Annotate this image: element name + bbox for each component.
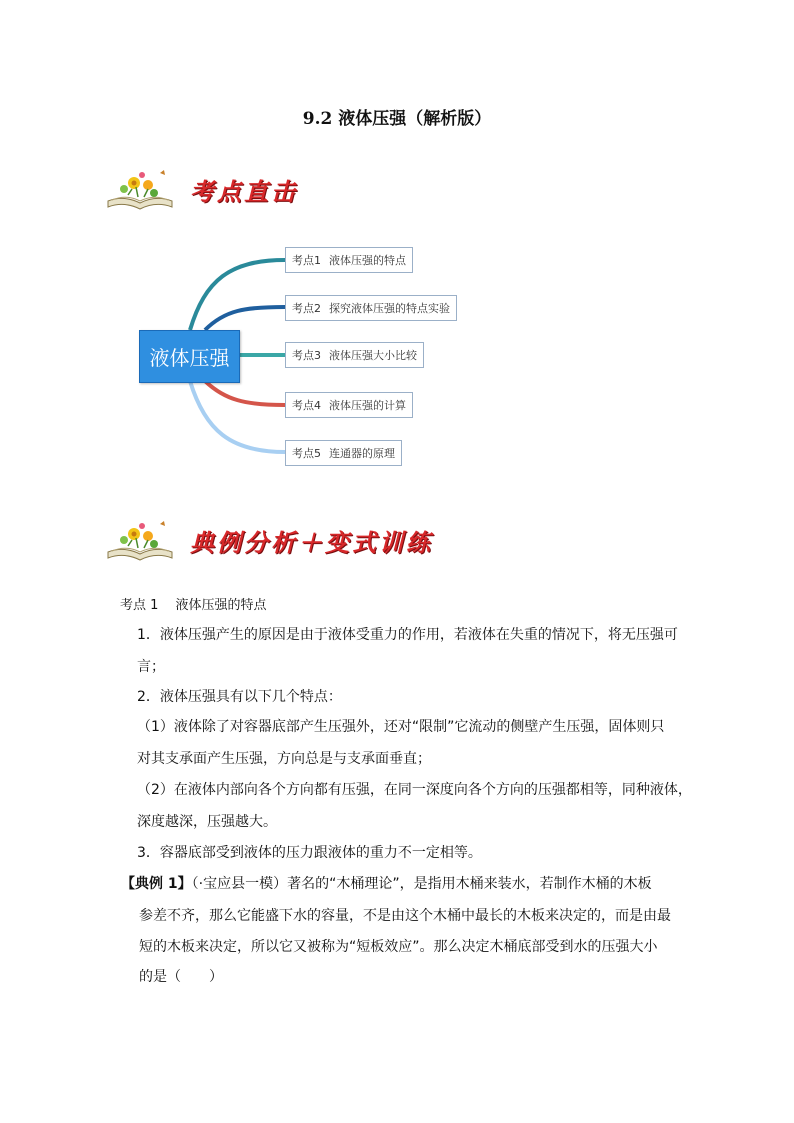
topic-heading: 考点 1 液体压强的特点 [120,598,267,613]
paragraph-line: 言； [137,659,165,675]
banner-title-examples: 典例分析＋变式训练 [190,527,433,557]
example-line: 的是（ ） [139,969,223,985]
example-text: （·宝应县一模）著名的“木桶理论”，是指用木桶来装水，若制作木桶的木板 [191,876,652,892]
mindmap-node-label: 探究液体压强的特点实验 [329,302,450,315]
example-line: 参差不齐，那么它能盛下水的容量，不是由这个木桶中最长的木板来决定的，而是由最 [139,908,671,924]
paragraph-line: 3．容器底部受到液体的压力跟液体的重力不一定相等。 [137,845,482,861]
paragraph-line: 1．液体压强产生的原因是由于液体受重力的作用，若液体在失重的情况下，将无压强可 [137,627,678,643]
mindmap-node-label: 液体压强大小比较 [329,349,417,362]
mindmap-branch-1-line [190,260,285,330]
mindmap-node-tag: 考点2 [292,302,321,315]
paragraph-line: （2）在液体内部向各个方向都有压强，在同一深度向各个方向的压强都相等，同种液体， [137,782,692,798]
mindmap-node-label: 液体压强的计算 [329,399,406,412]
paragraph-line: 2．液体压强具有以下几个特点： [137,689,342,705]
mindmap-node-1 [285,247,413,273]
mindmap-node-2 [285,295,457,321]
example-line [121,873,652,893]
open-book-flowers-icon [104,518,176,562]
paragraph-line: （1）液体除了对容器底部产生压强外，还对“限制”它流动的侧壁产生压强，固体则只 [137,719,665,735]
mindmap-node-tag: 考点3 [292,349,321,362]
example-label: 【典例 1】 [121,876,192,892]
mindmap-node-tag: 考点1 [292,254,321,267]
mindmap-branch-5-line [190,381,285,452]
mindmap-node-3 [285,342,424,368]
open-book-flowers-icon [104,167,176,211]
section-banner-key-points [104,166,298,212]
mindmap-branch-2-line [205,307,285,330]
mindmap-node-4 [285,392,413,418]
section-banner-examples [104,517,433,563]
mindmap-node-label: 液体压强的特点 [329,254,406,267]
paragraph-line: 对其支承面产生压强，方向总是与支承面垂直； [137,751,431,767]
mindmap-node-5 [285,440,402,466]
mindmap-branch-4-line [205,381,285,405]
page-title: 9.2 液体压强（解析版） [302,109,492,129]
mindmap-node-label: 连通器的原理 [329,447,395,460]
mindmap-root: 液体压强 [139,330,240,383]
banner-title-key-points: 考点直击 [190,176,298,206]
mindmap-node-tag: 考点4 [292,399,321,412]
example-line: 短的木板来决定，所以它又被称为“短板效应”。那么决定木桶底部受到水的压强大小 [139,939,658,955]
mindmap-node-tag: 考点5 [292,447,321,460]
paragraph-line: 深度越深，压强越大。 [137,814,277,830]
